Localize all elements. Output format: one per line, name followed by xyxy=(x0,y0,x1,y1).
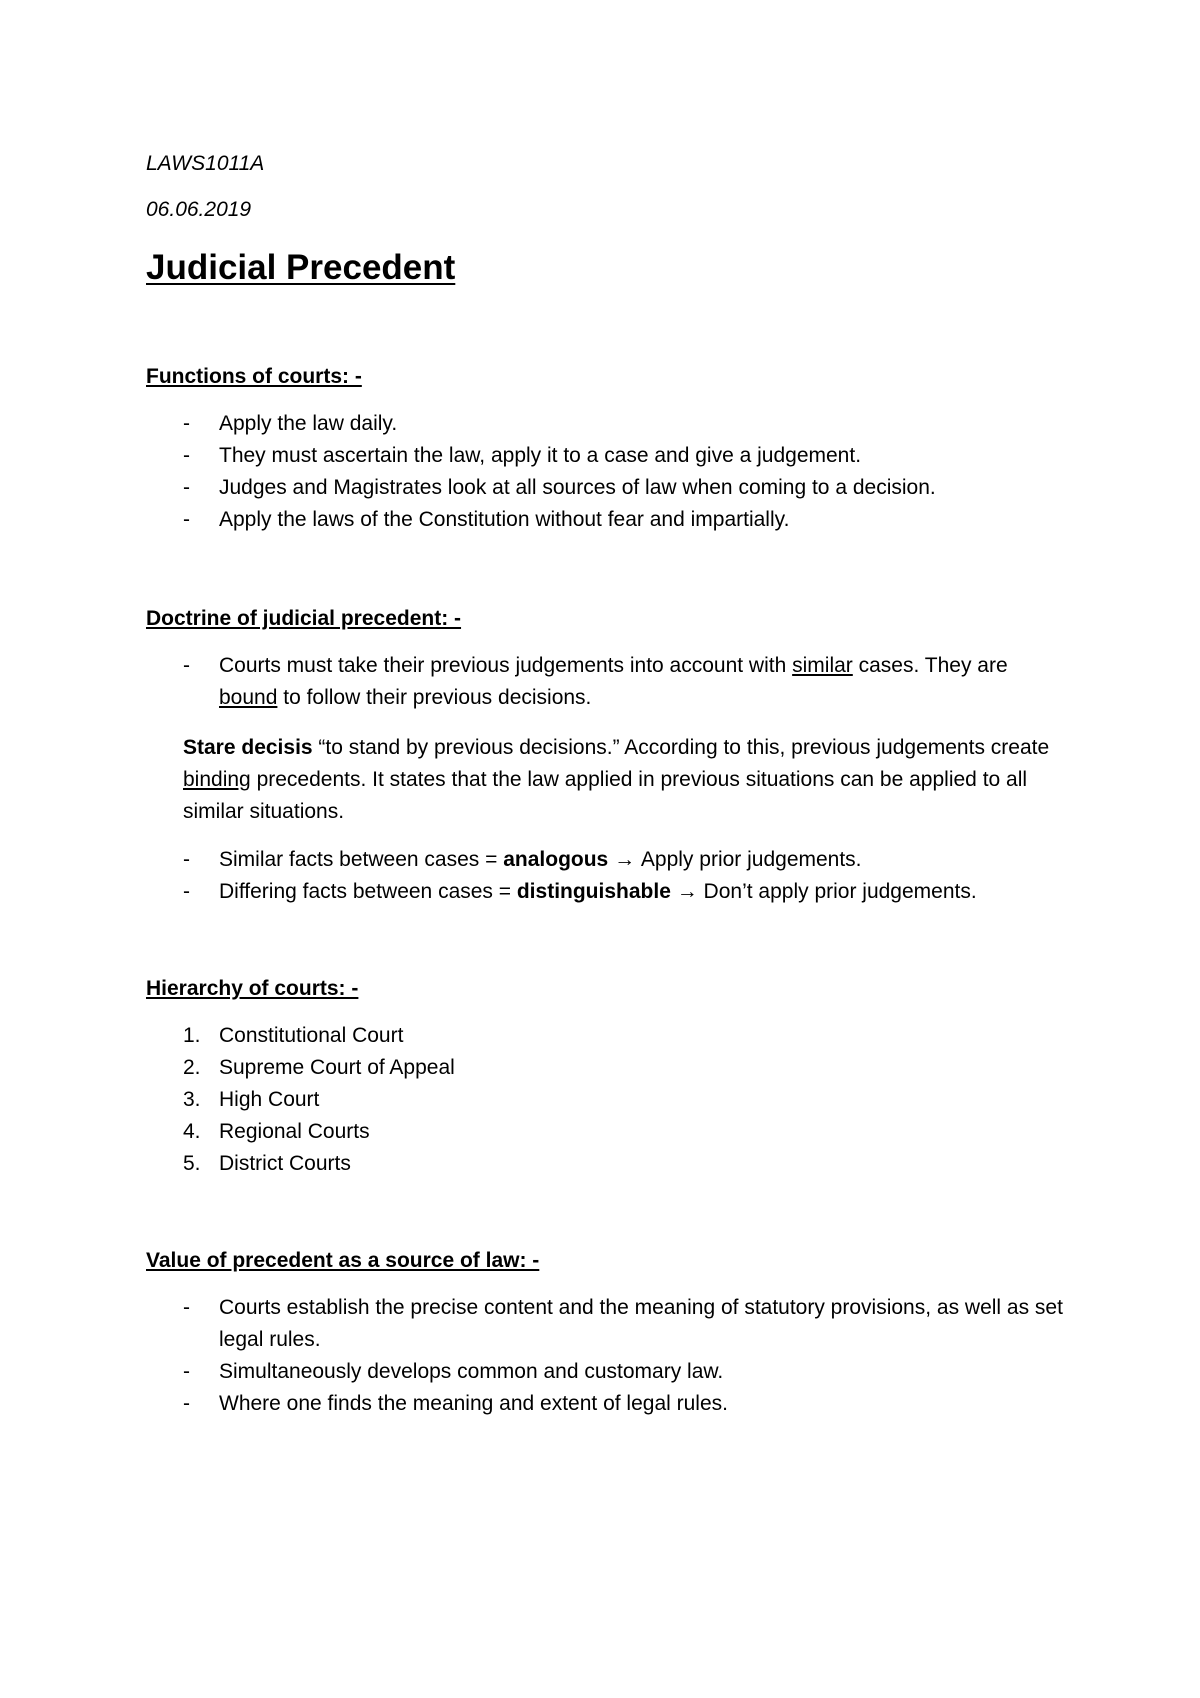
list-item: 2. Supreme Court of Appeal xyxy=(146,1052,1086,1084)
page-title: Judicial Precedent xyxy=(146,248,456,287)
term-analogous: analogous xyxy=(503,848,609,871)
emphasis-binding: binding xyxy=(183,768,251,791)
bullet-dash: - xyxy=(183,1360,190,1383)
list-number: 4. xyxy=(183,1120,201,1143)
list-item: - Apply the law daily. xyxy=(146,408,1086,440)
term-stare-decisis: Stare decisis xyxy=(183,736,313,759)
course-code: LAWS1011A xyxy=(146,152,265,175)
doctrine-list xyxy=(146,650,1086,714)
list-item: 3. High Court xyxy=(146,1084,1086,1116)
bullet-dash: - xyxy=(183,412,190,435)
facts-list xyxy=(146,844,1086,908)
list-item: 4. Regional Courts xyxy=(146,1116,1086,1148)
bullet-dash: - xyxy=(183,444,190,467)
arrow-icon: → xyxy=(608,848,641,871)
value-list xyxy=(146,1292,1086,1420)
stare-decisis-paragraph: Stare decisis “to stand by previous decisions.” According to this, previous judgements create binding precedents. It states that the law applied in previous situations can be applied to all similar situations. xyxy=(183,736,1050,823)
list-item: - Courts establish the precise content and the meaning of statutory provisions, as well as set legal rules. xyxy=(146,1292,1086,1356)
functions-list xyxy=(146,408,1086,536)
emphasis-similar: similar xyxy=(792,654,853,677)
list-item: - Simultaneously develops common and customary law. xyxy=(146,1356,1086,1388)
list-item: - They must ascertain the law, apply it to a case and give a judgement. xyxy=(146,440,1086,472)
bullet-dash: - xyxy=(183,848,190,871)
bullet-dash: - xyxy=(183,476,190,499)
list-item: 1. Constitutional Court xyxy=(146,1020,1086,1052)
bullet-dash: - xyxy=(183,654,190,677)
section-heading-hierarchy: Hierarchy of courts: - xyxy=(146,977,359,1000)
term-distinguishable: distinguishable xyxy=(516,880,671,903)
section-heading-doctrine: Doctrine of judicial precedent: - xyxy=(146,607,462,630)
hierarchy-list xyxy=(146,1020,1086,1180)
list-number: 3. xyxy=(183,1088,201,1111)
list-item: - Courts must take their previous judgements into account with similar cases. They are bound to follow their previous decisions. xyxy=(146,650,1086,714)
list-number: 5. xyxy=(183,1152,201,1175)
list-item: - Differing facts between cases = distinguishable → Don’t apply prior judgements. xyxy=(146,876,1086,908)
bullet-dash: - xyxy=(183,508,190,531)
arrow-icon: → xyxy=(670,880,704,903)
bullet-dash: - xyxy=(183,880,190,903)
emphasis-bound: bound xyxy=(219,686,278,709)
list-item: 5. District Courts xyxy=(146,1148,1086,1180)
section-heading-value: Value of precedent as a source of law: - xyxy=(146,1249,540,1272)
section-heading-functions: Functions of courts: - xyxy=(146,365,362,388)
list-item: - Apply the laws of the Constitution without fear and impartially. xyxy=(146,504,1086,536)
bullet-dash: - xyxy=(183,1392,190,1415)
list-number: 2. xyxy=(183,1056,201,1079)
document-date: 06.06.2019 xyxy=(146,198,252,221)
list-number: 1. xyxy=(183,1024,201,1047)
list-item: - Judges and Magistrates look at all sources of law when coming to a decision. xyxy=(146,472,1086,504)
bullet-dash: - xyxy=(183,1296,190,1319)
list-item: - Similar facts between cases = analogous → Apply prior judgements. xyxy=(146,844,1086,876)
list-item: - Where one finds the meaning and extent of legal rules. xyxy=(146,1388,1086,1420)
